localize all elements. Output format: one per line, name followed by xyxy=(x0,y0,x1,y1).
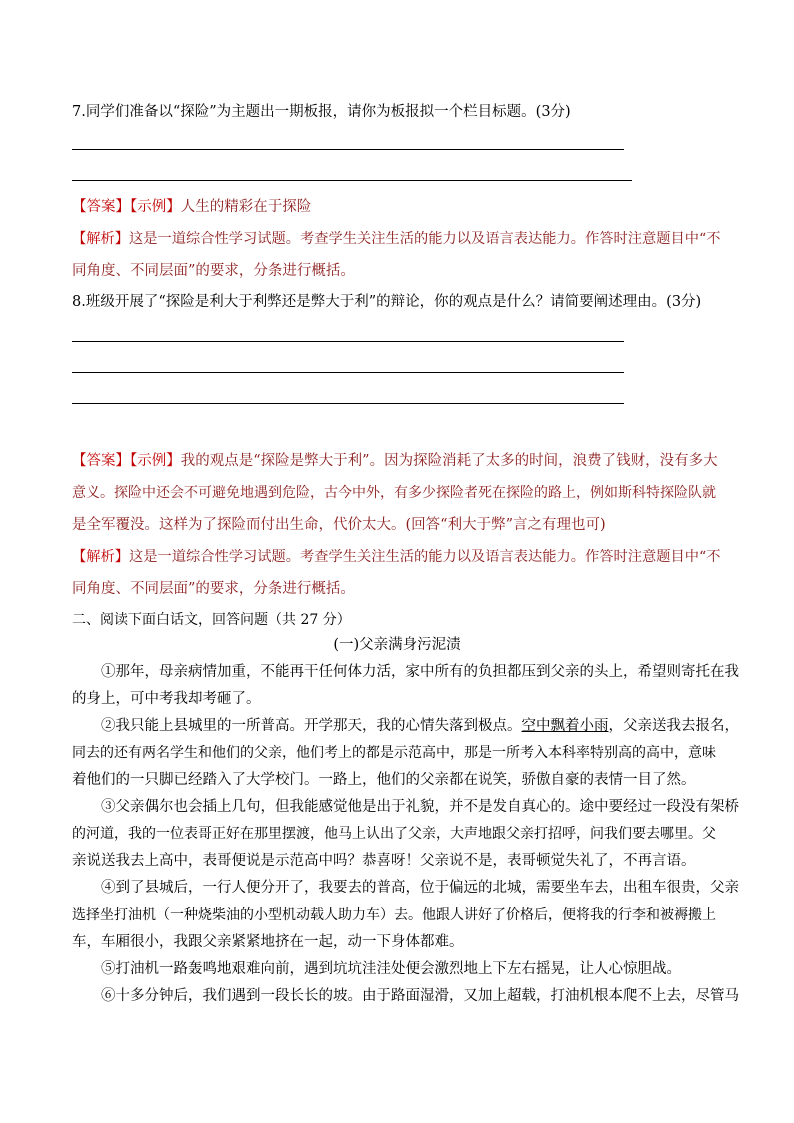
answer-tag: 【答案】【示例】 xyxy=(72,453,181,469)
paragraph-1-line-1: ①那年，母亲病情加重，不能再干任何体力活，家中所有的负担都压到父亲的头上，希望则寄托在我 xyxy=(101,664,739,680)
paragraph-1-line-2: 的身上，可中考我却考砸了。 xyxy=(72,691,261,707)
answer-line xyxy=(72,149,624,150)
paragraph-4-line-2: 选择坐打油机（一种烧柴油的小型机动载人助力车）去。他跟人讲好了价格后，便将我的行李和被褥搬上 xyxy=(72,907,716,923)
answer-text: 人生的精彩在于探险 xyxy=(180,199,312,215)
paragraph-3-line-3: 亲说送我去上高中，表哥便说是示范高中吗？恭喜呀！父亲说不是，表哥顿觉失礼了，不再言语。 xyxy=(72,853,696,869)
paragraph-6-line-1: ⑥十多分钟后，我们遇到一段长长的坡。由于路面湿滑，又加上超载，打油机根本爬不上去，尽管马 xyxy=(101,988,739,1004)
answer-line xyxy=(72,403,624,404)
underlined-phrase: 空中飘着小雨 xyxy=(521,718,609,734)
answer-line xyxy=(72,341,624,342)
section-heading: 二、阅读下面白话文，回答问题（共 27 分） xyxy=(72,612,351,628)
answer-tag: 【答案】【示例】 xyxy=(72,199,181,215)
paragraph-2-line-1 xyxy=(72,717,753,735)
analysis-text: 这是一道综合性学习试题。考查学生关注生活的能力以及语言表达能力。作答时注意题目中“不 xyxy=(129,549,721,565)
analysis-tag: 【解析】 xyxy=(72,231,130,247)
answer-line xyxy=(72,180,632,181)
text-segment: ②我只能上县城里的一所普高。开学那天，我的心情失落到极点。 xyxy=(101,718,522,734)
answer-8-line-2: 意义。探险中还会不可避免地遇到危险，古今中外，有多少探险者死在探险的路上，例如斯科特探险队就 xyxy=(72,485,716,501)
paragraph-2-line-3: 着他们的一只脚已经踏入了大学校门。一路上，他们的父亲都在说笑，骄傲自豪的表情一目了然。 xyxy=(72,772,696,788)
analysis-8-line-1 xyxy=(72,548,724,566)
answer-line xyxy=(72,372,624,373)
answer-8-line-1 xyxy=(72,452,724,470)
paragraph-2-line-2: 同去的还有两名学生和他们的父亲，他们考上的都是示范高中，那是一所考入本科率特别高的高中，意味 xyxy=(72,745,716,761)
text-segment: ，父亲送我去报名， xyxy=(608,718,739,734)
analysis-8-line-2: 同角度、不同层面”的要求，分条进行概括。 xyxy=(72,581,355,597)
analysis-text: 这是一道综合性学习试题。考查学生关注生活的能力以及语言表达能力。作答时注意题目中“不 xyxy=(129,231,721,247)
paragraph-3-line-2: 的河道，我的一位表哥正好在那里摆渡，他马上认出了父亲，大声地跟父亲打招呼，问我们要去哪里。父 xyxy=(72,826,716,842)
paragraph-4-line-3: 车，车厢很小，我跟父亲紧紧地挤在一起，动一下身体都难。 xyxy=(72,934,464,950)
paragraph-3-line-1: ③父亲偶尔也会插上几句，但我能感觉他是出于礼貌，并不是发自真心的。途中要经过一段没有架桥 xyxy=(101,799,739,815)
passage-title: (一)父亲满身污泥渍 xyxy=(333,637,461,653)
analysis-tag: 【解析】 xyxy=(72,549,130,565)
analysis-7-line-1 xyxy=(72,230,724,248)
question-8: 8.班级开展了“探险是利大于利弊还是弊大于利”的辩论，你的观点是什么？请简要阐述理由。(3分) xyxy=(72,294,702,310)
paragraph-5-line-1: ⑤打油机一路轰鸣地艰难向前，遇到坑坑洼洼处便会激烈地上下左右摇晃，让人心惊胆战。 xyxy=(101,961,681,977)
analysis-7-line-2: 同角度、不同层面”的要求，分条进行概括。 xyxy=(72,263,355,279)
question-7: 7.同学们准备以“探险”为主题出一期板报，请你为板报拟一个栏目标题。(3分) xyxy=(72,104,571,120)
paragraph-4-line-1: ④到了县城后，一行人便分开了，我要去的普高，位于偏远的北城，需要坐车去，出租车很贵，父亲 xyxy=(101,880,739,896)
answer-7 xyxy=(72,198,724,216)
answer-8-line-3: 是全军覆没。这样为了探险而付出生命，代价太大。(回答“利大于弊”言之有理也可) xyxy=(72,517,606,533)
answer-text: 我的观点是“探险是弊大于利”。因为探险消耗了太多的时间，浪费了钱财，没有多大 xyxy=(180,453,718,469)
